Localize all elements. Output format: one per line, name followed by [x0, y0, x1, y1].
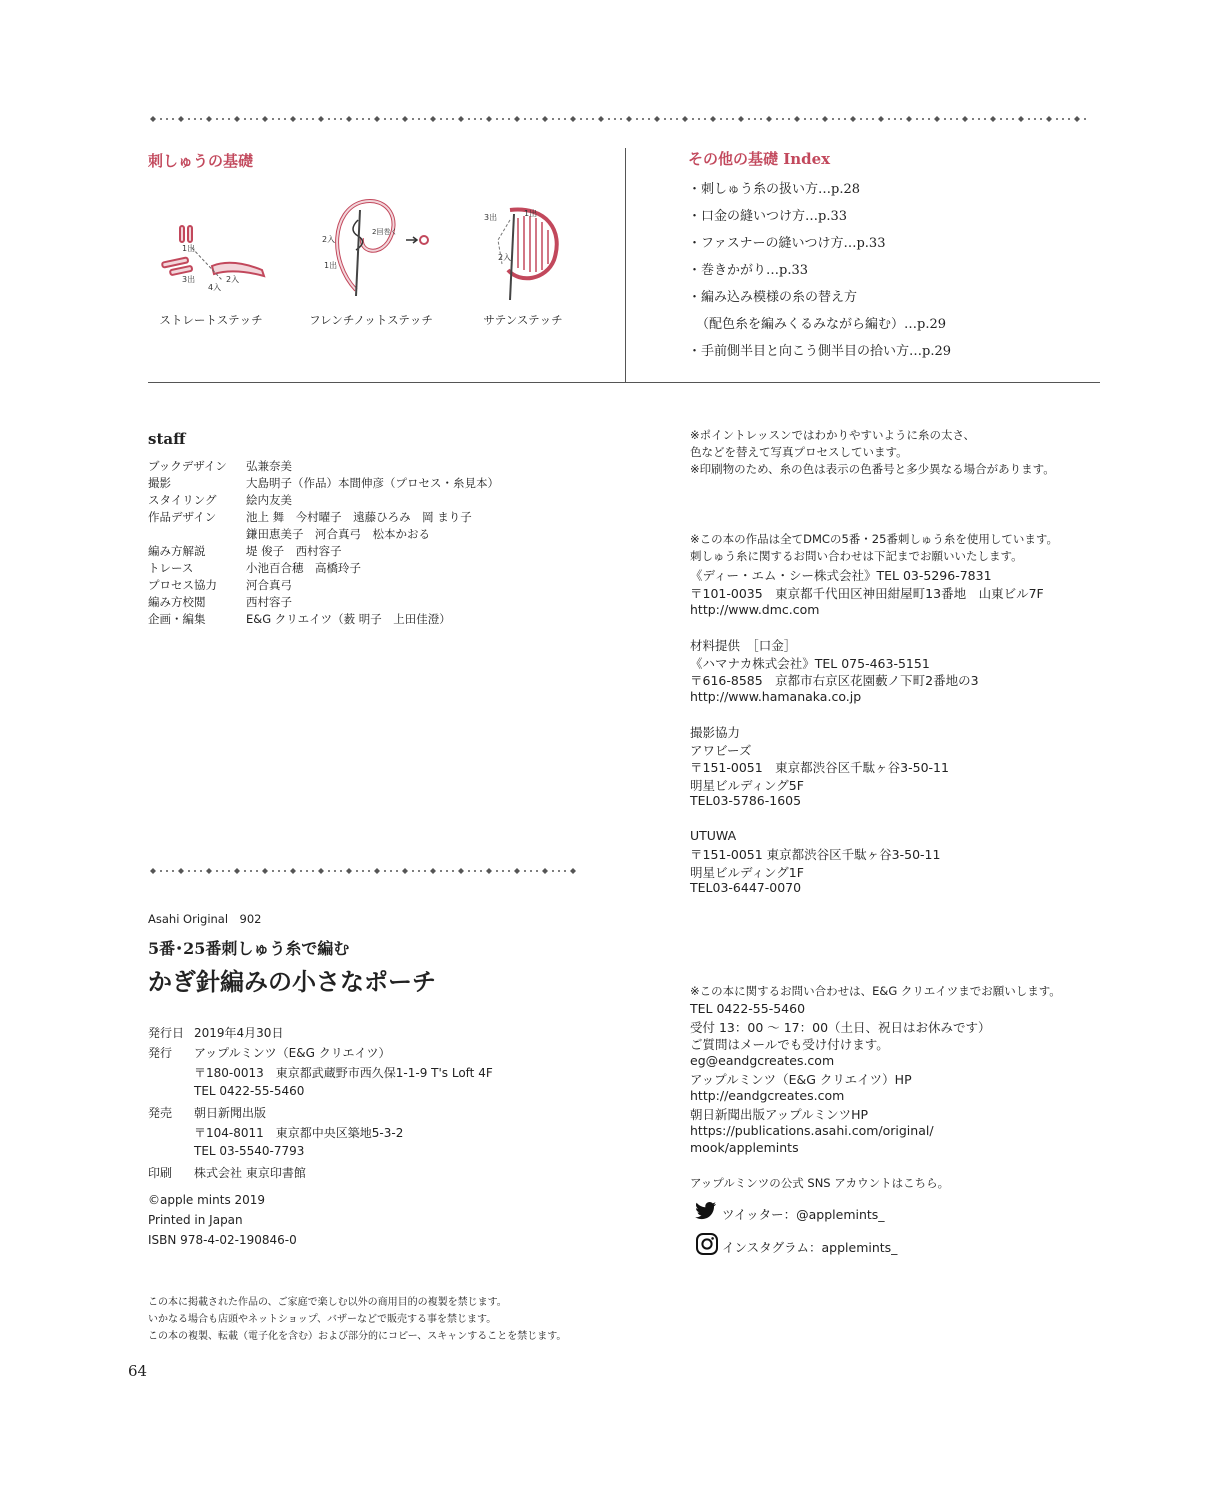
contact-line: 受付 13：00 ～ 17：00（土日、祝日はお休みです）	[690, 1020, 991, 1035]
dmc-line: 刺しゅう糸に関するお問い合わせは下記までお願いいたします。	[690, 549, 1023, 563]
staff-row: 編み方校閲 西村容子	[148, 595, 292, 609]
staff-title: staff	[148, 430, 186, 448]
section-rule-horizontal	[148, 382, 1100, 383]
photo-coop-line: アワビーズ	[690, 743, 752, 758]
contact-email[interactable]: eg@eandgcreates.com	[690, 1053, 835, 1068]
instagram-icon	[695, 1232, 719, 1256]
colophon-row: 発行 アップルミンツ（E&G クリエイツ）	[148, 1046, 391, 1060]
staff-row: スタイリング 絵内友美	[148, 493, 292, 507]
twitter-icon	[694, 1200, 718, 1222]
french-label-1: 2入	[322, 235, 336, 244]
staff-row: 撮影 大島明子（作品）本間伸彦（プロセス・糸見本）	[148, 476, 499, 490]
colophon-row: 印刷 株式会社 東京印書館	[148, 1166, 306, 1180]
index-item-1: ・刺しゅう糸の扱い方…p.28	[688, 182, 860, 197]
staff-row: 編み方解説 堤 俊子 西村容子	[148, 544, 342, 558]
photo-coop-line: 〒151-0051 東京都渋谷区千駄ヶ谷3-50-11	[690, 760, 949, 775]
staff-row: ブックデザイン 弘兼奈美	[148, 459, 292, 473]
french-label-2: 1出	[324, 261, 338, 270]
section-divider-vertical	[625, 148, 626, 382]
utuwa-line: UTUWA	[690, 828, 737, 843]
twitter-handle[interactable]: ツイッター：@applemints_	[722, 1207, 885, 1222]
satin-label-3: 2入	[498, 253, 512, 262]
colophon-row: 発行日 2019年4月30日	[148, 1026, 284, 1040]
index-item-4: ・巻きかがり…p.33	[688, 263, 808, 278]
stitch-label-satin: サテンステッチ	[483, 313, 563, 327]
colophon-row: TEL 0422-55-5460	[194, 1084, 305, 1098]
satin-stitch-diagram	[480, 200, 580, 304]
top-decorative-rule	[148, 114, 1092, 124]
embroidery-basics-title: 刺しゅうの基礎	[148, 152, 254, 170]
colophon-decorative-rule	[148, 866, 578, 876]
colophon-row: TEL 03-5540-7793	[194, 1144, 305, 1158]
staff-row: プロセス協力 河合真弓	[148, 578, 292, 592]
index-item-3: ・ファスナーの縫いつけ方…p.33	[688, 236, 886, 251]
material-line: 材料提供 ［口金］	[690, 638, 797, 653]
french-label-3: 2回巻く	[372, 228, 398, 236]
dmc-line: 《ディー・エム・シー株式会社》TEL 03-5296-7831	[690, 568, 992, 583]
colophon-row: 〒104-8011 東京都中央区築地5-3-2	[194, 1126, 404, 1140]
instagram-handle[interactable]: インスタグラム：applemints_	[722, 1240, 898, 1255]
utuwa-line: TEL03-6447-0070	[690, 880, 802, 895]
material-line: 《ハマナカ株式会社》TEL 075-463-5151	[690, 656, 930, 671]
staff-row: 企画・編集 E&G クリエイツ（薮 明子 上田佳澄）	[148, 612, 451, 626]
stitch-label-straight: ストレートステッチ	[159, 313, 263, 327]
legal-line: この本の複製、転載（電子化を含む）および部分的にコピー、スキャンすることを禁じます。	[148, 1331, 567, 1342]
staff-row: トレース 小池百合穂 高橋玲子	[148, 561, 361, 575]
contact-line: ※この本に関するお問い合わせは、E&G クリエイツまでお願いします。	[690, 984, 1061, 998]
colophon-row: 発売 朝日新聞出版	[148, 1106, 267, 1120]
isbn: ISBN 978-4-02-190846-0	[148, 1233, 297, 1247]
contact-url[interactable]: https://publications.asahi.com/original/	[690, 1123, 934, 1138]
straight-stitch-diagram	[152, 218, 272, 298]
utuwa-line: 〒151-0051 東京都渋谷区千駄ヶ谷3-50-11	[690, 847, 941, 862]
stitch-label-french: フレンチノットステッチ	[309, 313, 433, 327]
photo-coop-line: 明星ビルディング5F	[690, 778, 804, 793]
french-knot-diagram	[318, 190, 438, 302]
photo-coop-line: 撮影協力	[690, 725, 741, 740]
staff-row: 作品デザイン 池上 舞 今村曜子 遠藤ひろみ 岡 まり子	[148, 510, 472, 524]
contact-line: 朝日新聞出版アップルミンツHP	[690, 1107, 869, 1122]
staff-row: 鎌田恵美子 河合真弓 松本かおる	[246, 527, 430, 541]
material-url[interactable]: http://www.hamanaka.co.jp	[690, 689, 862, 704]
contact-url[interactable]: mook/applemints	[690, 1140, 799, 1155]
sns-intro: アップルミンツの公式 SNS アカウントはこちら。	[690, 1176, 950, 1190]
material-line: 〒616-8585 京都市右京区花園藪ノ下町2番地の3	[690, 673, 979, 688]
contact-line: TEL 0422-55-5460	[690, 1001, 806, 1016]
note-line: ※ポイントレッスンではわかりやすいように糸の太さ、	[690, 428, 976, 442]
index-item-2: ・口金の縫いつけ方…p.33	[688, 209, 847, 224]
contact-url[interactable]: http://eandgcreates.com	[690, 1088, 845, 1103]
book-title: かぎ針編みの小さなポーチ	[148, 967, 436, 996]
satin-label-2: 1出	[524, 209, 538, 218]
straight-label-2: 2入	[226, 275, 240, 284]
copyright: ©apple mints 2019	[148, 1193, 266, 1207]
straight-label-4: 4入	[208, 283, 222, 292]
contact-line: アップルミンツ（E&G クリエイツ）HP	[690, 1072, 912, 1087]
satin-label-1: 3出	[484, 213, 498, 222]
dmc-url[interactable]: http://www.dmc.com	[690, 602, 820, 617]
utuwa-line: 明星ビルディング1F	[690, 865, 804, 880]
straight-label-1: 1出	[182, 244, 196, 253]
page-number: 64	[128, 1362, 148, 1380]
dmc-line: 〒101-0035 東京都千代田区神田紺屋町13番地 山東ビル7F	[690, 586, 1044, 601]
index-item-7: ・手前側半目と向こう側半目の拾い方…p.29	[688, 344, 951, 359]
note-line: 色などを替えて写真プロセスしています。	[690, 445, 908, 459]
dmc-line: ※この本の作品は全てDMCの5番・25番刺しゅう糸を使用しています。	[690, 532, 1058, 546]
contact-line: ご質問はメールでも受け付けます。	[690, 1037, 889, 1052]
index-item-6: （配色糸を編みくるみながら編む）…p.29	[696, 317, 946, 332]
legal-line: この本に掲載された作品の、ご家庭で楽しむ以外の商用目的の複製を禁じます。	[148, 1297, 507, 1308]
straight-label-3: 3出	[182, 275, 196, 284]
book-subtitle: 5番･25番刺しゅう糸で編む	[148, 939, 350, 958]
colophon-row: 〒180-0013 東京都武蔵野市西久保1-1-9 T's Loft 4F	[194, 1066, 493, 1080]
legal-line: いかなる場合も店頭やネットショップ、バザーなどで販売する事を禁じます。	[148, 1314, 497, 1325]
index-item-5: ・編み込み模様の糸の替え方	[688, 290, 858, 305]
note-line: ※印刷物のため、糸の色は表示の色番号と多少異なる場合があります。	[690, 462, 1055, 476]
series-label: Asahi Original 902	[148, 912, 262, 926]
photo-coop-line: TEL03-5786-1605	[690, 793, 802, 808]
printed-in: Printed in Japan	[148, 1213, 243, 1227]
index-title: その他の基礎 Index	[688, 150, 831, 168]
